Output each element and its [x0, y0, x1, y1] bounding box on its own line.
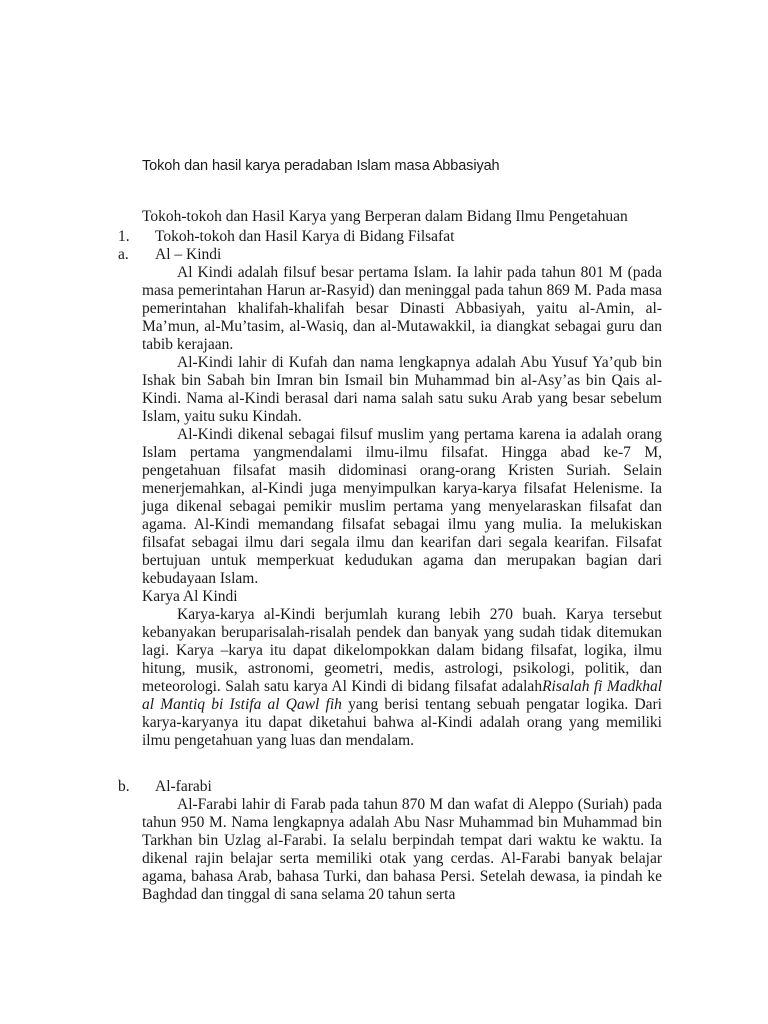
section-heading: Tokoh-tokoh dan Hasil Karya yang Berperan dalam Bidang Ilmu Pengetahuan — [142, 208, 628, 225]
list-item-text: Tokoh-tokoh dan Hasil Karya di Bidang Filsafat — [155, 228, 455, 245]
subheading: Karya Al Kindi — [142, 588, 238, 605]
list-item-text: Al-farabi — [155, 778, 212, 795]
paragraph: Al-Farabi lahir di Farab pada tahun 870 M dan wafat di Aleppo (Suriah) pada tahun 950 M. Nama lengkapnya adalah Abu Nasr Muhammad bin Muhammad bin Tarkhan bin Uzlag al-Farabi. Ia selalu berpindah tempat dari waktu ke waktu. Ia dikenal rajin belajar serta memiliki otak yang cerdas. Al-Farabi banyak belajar agama, bahasa Arab, bahasa Turki, dan bahasa Persi. Setelah dewasa, ia pindah ke Baghdad dan tinggal di sana selama 20 tahun serta — [142, 796, 662, 903]
paragraph — [142, 606, 662, 750]
list-item-text: Al – Kindi — [155, 246, 222, 263]
al-kindi-section — [142, 264, 662, 750]
italic-title: Risalah fi Madkhal al Mantiq bi Istifa al Qawl fih — [142, 678, 662, 713]
text-run: Karya-karya al-Kindi berjumlah kurang lebih 270 buah. Karya tersebut kebanyakan beruparisalah-risalah pendek dan banyak yang sudah tidak ditemukan lagi. Karya –karya itu dapat dikelompokkan dalam bidang filsafat, logika, ilmu hitung, musik, astronomi, geometri, medis, astrologi, psikologi, politik, dan meteorologi. Salah satu karya Al Kindi di bidang filsafat adalah — [142, 606, 662, 695]
list-marker: 1. — [118, 228, 130, 245]
list-marker: b. — [118, 778, 130, 795]
list-marker: a. — [118, 246, 129, 263]
paragraph: Al Kindi adalah filsuf besar pertama Islam. Ia lahir pada tahun 801 M (pada masa pemerintahan Harun ar-Rasyid) dan meninggal pada tahun 869 M. Pada masa pemerintahan khalifah-khalifah besar Dinasti Abbasiyah, yaitu al-Amin, al-Ma’mun, al-Mu’tasim, al-Wasiq, dan al-Mutawakkil, ia diangkat sebagai guru dan tabib kerajaan. — [142, 264, 662, 353]
text-run: yang berisi tentang sebuah pengatar logika. Dari karya-karyanya itu dapat diketahui bahwa al-Kindi adalah orang yang memiliki ilmu pengetahuan yang luas dan mendalam. — [142, 696, 662, 749]
paragraph: Al-Kindi lahir di Kufah dan nama lengkapnya adalah Abu Yusuf Ya’qub bin Ishak bin Sabah bin Imran bin Ismail bin Muhammad bin al-Asy’as bin Qais al-Kindi. Nama al-Kindi berasal dari nama salah satu suku Arab yang besar sebelum Islam, yaitu suku Kindah. — [142, 354, 662, 425]
paragraph: Al-Kindi dikenal sebagai filsuf muslim yang pertama karena ia adalah orang Islam pertama yangmendalami ilmu-ilmu filsafat. Hingga abad ke-7 M, pengetahuan filsafat masih didominasi orang-orang Kristen Suriah. Selain menerjemahkan, al-Kindi juga menyimpulkan karya-karya filsafat Helenisme. Ia juga dikenal sebagai pemikir muslim pertama yang menyelaraskan filsafat dan agama. Al-Kindi memandang filsafat sebagai ilmu yang mulia. Ia melukiskan filsafat sebagai ilmu dari segala ilmu dan kearifan dari segala kearifan. Filsafat bertujuan untuk memperkuat kedudukan agama dan merupakan bagian dari kebudayaan Islam. — [142, 426, 662, 587]
al-farabi-section — [142, 796, 662, 1024]
document-title: Tokoh dan hasil karya peradaban Islam masa Abbasiyah — [142, 158, 500, 174]
